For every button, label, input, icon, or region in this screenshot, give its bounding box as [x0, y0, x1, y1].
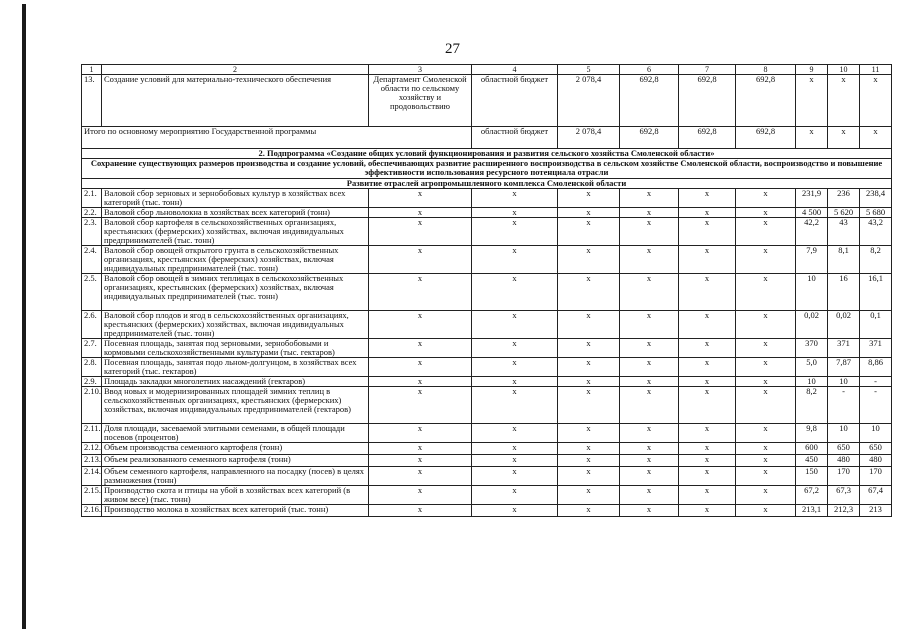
- not-applicable-mark: х: [369, 424, 472, 443]
- value-year-3: 0,1: [860, 311, 892, 339]
- left-margin-bar: [22, 4, 26, 629]
- value-year-1: 42,2: [796, 218, 828, 246]
- not-applicable-mark: х: [736, 486, 796, 505]
- not-applicable-mark: х: [472, 387, 558, 424]
- value-year-3: 8,86: [860, 358, 892, 377]
- row-number: 2.12.: [82, 443, 102, 455]
- row-name: Посевная площадь, занятая под зерновыми, зернобобовыми и кормовыми сельскохозяйственными культурами (тыс. гектаров): [102, 339, 369, 358]
- col-header: 2: [102, 65, 369, 75]
- not-applicable-mark: х: [620, 274, 679, 311]
- row-name: Валовой сбор картофеля в сельскохозяйственных организациях, крестьянских (фермерских) хозяйствах, включая индивидуальных предпринимателей (тыс. тонн): [102, 218, 369, 246]
- goal-title: Сохранение существующих размеров производства и создание условий, обеспечивающих развитие расширенного воспроизводства в сельском хозяйстве Смоленской области, воспроизводство и повышение эффективности использования ресурсного потенциала отрасли: [82, 159, 892, 179]
- page-number: 27: [445, 41, 460, 57]
- value-year-2: 16: [828, 274, 860, 311]
- not-applicable-mark: х: [736, 339, 796, 358]
- funding-source: областной бюджет: [472, 75, 558, 127]
- row-number: 2.2.: [82, 208, 102, 218]
- row-name: Валовой сбор овощей в зимних теплицах в сельскохозяйственных организациях, крестьянских (фермерских) хозяйствах, включая индивидуальных предпринимателей (тыс. тонн): [102, 274, 369, 311]
- not-applicable-mark: х: [558, 208, 620, 218]
- not-applicable-mark: х: [558, 246, 620, 274]
- not-applicable-mark: х: [472, 377, 558, 387]
- value-year-3: 170: [860, 467, 892, 486]
- row-name: Создание условий для материально-технического обеспечения: [102, 75, 369, 127]
- col-header: 11: [860, 65, 892, 75]
- not-applicable-mark: х: [369, 339, 472, 358]
- value-year-1: 4 500: [796, 208, 828, 218]
- value-year-2: 7,87: [828, 358, 860, 377]
- table-row: [82, 486, 892, 505]
- not-applicable-mark: х: [736, 455, 796, 467]
- row-number: 2.5.: [82, 274, 102, 311]
- table-row: [82, 377, 892, 387]
- indicator-table-wrap: [81, 64, 891, 517]
- not-applicable-mark: х: [472, 274, 558, 311]
- col-header: 4: [472, 65, 558, 75]
- value-year-3: 43,2: [860, 218, 892, 246]
- value-year-1: 67,2: [796, 486, 828, 505]
- not-applicable-mark: х: [620, 377, 679, 387]
- not-applicable-mark: х: [369, 218, 472, 246]
- not-applicable-mark: х: [472, 467, 558, 486]
- row-name: Объем семенного картофеля, направленного на посадку (посев) в целях размножения (тонн): [102, 467, 369, 486]
- not-applicable-mark: х: [679, 486, 736, 505]
- value-year-3: 213: [860, 505, 892, 517]
- not-applicable-mark: х: [736, 274, 796, 311]
- total-row: [82, 127, 892, 149]
- row-name: Валовой сбор льноволокна в хозяйствах всех категорий (тонн): [102, 208, 369, 218]
- not-applicable-mark: х: [736, 467, 796, 486]
- value-year-3: 16,1: [860, 274, 892, 311]
- value-year-3: 67,4: [860, 486, 892, 505]
- not-applicable-mark: х: [620, 455, 679, 467]
- not-applicable-mark: х: [472, 424, 558, 443]
- not-applicable-mark: х: [736, 218, 796, 246]
- not-applicable-mark: х: [679, 443, 736, 455]
- not-applicable-mark: х: [369, 246, 472, 274]
- not-applicable-mark: х: [679, 189, 736, 208]
- row-number: 2.8.: [82, 358, 102, 377]
- value-year-2: 10: [828, 377, 860, 387]
- row-name: Площадь закладки многолетних насаждений (гектаров): [102, 377, 369, 387]
- value-year-3: 650: [860, 443, 892, 455]
- not-applicable-mark: х: [558, 358, 620, 377]
- not-applicable-mark: х: [472, 486, 558, 505]
- funding-source: областной бюджет: [472, 127, 558, 149]
- not-applicable-mark: х: [369, 189, 472, 208]
- table-row: [82, 358, 892, 377]
- not-applicable-mark: х: [736, 505, 796, 517]
- not-applicable-mark: х: [472, 208, 558, 218]
- row-name: Объем производства семенного картофеля (тонн): [102, 443, 369, 455]
- not-applicable-mark: х: [620, 443, 679, 455]
- not-applicable-mark: х: [679, 377, 736, 387]
- not-applicable-mark: х: [369, 311, 472, 339]
- not-applicable-mark: х: [558, 339, 620, 358]
- cell-value: х: [860, 75, 892, 127]
- value-year-2: 371: [828, 339, 860, 358]
- table-row: [82, 455, 892, 467]
- row-name: Доля площади, засеваемой элитными семенами, в общей площади посевов (процентов): [102, 424, 369, 443]
- value-year-2: -: [828, 387, 860, 424]
- task-title: Развитие отраслей агропромышленного комплекса Смоленской области: [82, 179, 892, 189]
- value-year-3: -: [860, 377, 892, 387]
- not-applicable-mark: х: [472, 218, 558, 246]
- value-year-1: 0,02: [796, 311, 828, 339]
- row-number: 2.7.: [82, 339, 102, 358]
- not-applicable-mark: х: [679, 387, 736, 424]
- value-year-2: 650: [828, 443, 860, 455]
- not-applicable-mark: х: [620, 218, 679, 246]
- value-year-2: 43: [828, 218, 860, 246]
- not-applicable-mark: х: [620, 486, 679, 505]
- row-number: 13.: [82, 75, 102, 127]
- not-applicable-mark: х: [558, 387, 620, 424]
- value-year-2: 67,3: [828, 486, 860, 505]
- task-row: [82, 179, 892, 189]
- value-year-3: 238,4: [860, 189, 892, 208]
- not-applicable-mark: х: [369, 387, 472, 424]
- value-year-1: 213,1: [796, 505, 828, 517]
- not-applicable-mark: х: [620, 208, 679, 218]
- value-year-1: 600: [796, 443, 828, 455]
- row-number: 2.10.: [82, 387, 102, 424]
- not-applicable-mark: х: [558, 274, 620, 311]
- not-applicable-mark: х: [558, 311, 620, 339]
- cell-value: х: [860, 127, 892, 149]
- responsible-department: Департамент Смоленской области по сельскому хозяйству и продовольствию: [369, 75, 472, 127]
- not-applicable-mark: х: [558, 455, 620, 467]
- value-year-2: 236: [828, 189, 860, 208]
- not-applicable-mark: х: [679, 455, 736, 467]
- table-row: [82, 339, 892, 358]
- value-year-3: -: [860, 387, 892, 424]
- not-applicable-mark: х: [369, 467, 472, 486]
- row-number: 2.1.: [82, 189, 102, 208]
- table-row-13: [82, 75, 892, 127]
- not-applicable-mark: х: [558, 377, 620, 387]
- col-header: 3: [369, 65, 472, 75]
- cell-value: 692,8: [620, 127, 679, 149]
- value-year-2: 170: [828, 467, 860, 486]
- not-applicable-mark: х: [620, 311, 679, 339]
- value-year-3: 371: [860, 339, 892, 358]
- value-year-1: 10: [796, 377, 828, 387]
- not-applicable-mark: х: [558, 505, 620, 517]
- not-applicable-mark: х: [369, 358, 472, 377]
- col-header: 9: [796, 65, 828, 75]
- not-applicable-mark: х: [679, 208, 736, 218]
- not-applicable-mark: х: [472, 443, 558, 455]
- value-year-1: 231,9: [796, 189, 828, 208]
- not-applicable-mark: х: [369, 505, 472, 517]
- not-applicable-mark: х: [736, 189, 796, 208]
- value-year-1: 370: [796, 339, 828, 358]
- row-name: Валовой сбор зерновых и зернобобовых культур в хозяйствах всех категорий (тыс. тонн): [102, 189, 369, 208]
- subprogram-title: 2. Подпрограмма «Создание общих условий функционирования и развития сельского хозяйства Смоленской области»: [82, 149, 892, 159]
- col-header: 7: [679, 65, 736, 75]
- row-name: Валовой сбор овощей открытого грунта в сельскохозяйственных организациях, крестьянских (фермерских) хозяйствах, включая индивидуальных предпринимателей (тыс. тонн): [102, 246, 369, 274]
- not-applicable-mark: х: [369, 208, 472, 218]
- not-applicable-mark: х: [369, 486, 472, 505]
- not-applicable-mark: х: [472, 339, 558, 358]
- not-applicable-mark: х: [472, 455, 558, 467]
- not-applicable-mark: х: [472, 505, 558, 517]
- not-applicable-mark: х: [679, 424, 736, 443]
- not-applicable-mark: х: [369, 443, 472, 455]
- cell-value: х: [796, 75, 828, 127]
- value-year-1: 7,9: [796, 246, 828, 274]
- value-year-2: 480: [828, 455, 860, 467]
- row-number: 2.14.: [82, 467, 102, 486]
- not-applicable-mark: х: [620, 246, 679, 274]
- row-name: Валовой сбор плодов и ягод в сельскохозяйственных организациях, крестьянских (фермерских) хозяйствах, включая индивидуальных предпринимателей (тыс. тонн): [102, 311, 369, 339]
- not-applicable-mark: х: [736, 387, 796, 424]
- value-year-2: 8,1: [828, 246, 860, 274]
- not-applicable-mark: х: [620, 424, 679, 443]
- not-applicable-mark: х: [736, 377, 796, 387]
- row-name: Ввод новых и модернизированных площадей зимних теплиц в сельскохозяйственных организациях, крестьянских (фермерских) хозяйствах, включая индивидуальных предпринимателей (гектаров): [102, 387, 369, 424]
- cell-value: х: [796, 127, 828, 149]
- not-applicable-mark: х: [369, 274, 472, 311]
- cell-value: 692,8: [736, 75, 796, 127]
- row-name: Производство молока в хозяйствах всех категорий (тыс. тонн): [102, 505, 369, 517]
- value-year-3: 8,2: [860, 246, 892, 274]
- not-applicable-mark: х: [679, 246, 736, 274]
- row-number: 2.6.: [82, 311, 102, 339]
- not-applicable-mark: х: [472, 311, 558, 339]
- not-applicable-mark: х: [558, 467, 620, 486]
- table-row: [82, 505, 892, 517]
- value-year-3: 5 680: [860, 208, 892, 218]
- not-applicable-mark: х: [736, 443, 796, 455]
- table-row: [82, 246, 892, 274]
- not-applicable-mark: х: [558, 218, 620, 246]
- cell-value: 2 078,4: [558, 75, 620, 127]
- table-row: [82, 218, 892, 246]
- value-year-2: 5 620: [828, 208, 860, 218]
- row-name: Производство скота и птицы на убой в хозяйствах всех категорий (в живом весе) (тыс. тонн): [102, 486, 369, 505]
- not-applicable-mark: х: [679, 467, 736, 486]
- value-year-2: 10: [828, 424, 860, 443]
- not-applicable-mark: х: [679, 505, 736, 517]
- table-row: [82, 208, 892, 218]
- not-applicable-mark: х: [620, 505, 679, 517]
- cell-value: х: [828, 75, 860, 127]
- indicator-table: [81, 64, 892, 517]
- goal-row: [82, 159, 892, 179]
- not-applicable-mark: х: [736, 424, 796, 443]
- not-applicable-mark: х: [679, 311, 736, 339]
- value-year-1: 8,2: [796, 387, 828, 424]
- not-applicable-mark: х: [558, 424, 620, 443]
- col-header: 8: [736, 65, 796, 75]
- not-applicable-mark: х: [620, 358, 679, 377]
- not-applicable-mark: х: [679, 274, 736, 311]
- not-applicable-mark: х: [736, 246, 796, 274]
- not-applicable-mark: х: [679, 218, 736, 246]
- not-applicable-mark: х: [472, 189, 558, 208]
- cell-value: 692,8: [679, 127, 736, 149]
- row-number: 2.9.: [82, 377, 102, 387]
- row-number: 2.11.: [82, 424, 102, 443]
- not-applicable-mark: х: [558, 486, 620, 505]
- table-row: [82, 387, 892, 424]
- cell-value: 692,8: [736, 127, 796, 149]
- table-row: [82, 443, 892, 455]
- not-applicable-mark: х: [369, 455, 472, 467]
- not-applicable-mark: х: [736, 311, 796, 339]
- value-year-1: 9,8: [796, 424, 828, 443]
- not-applicable-mark: х: [679, 358, 736, 377]
- total-label: Итого по основному мероприятию Государственной программы: [82, 127, 472, 149]
- value-year-3: 480: [860, 455, 892, 467]
- not-applicable-mark: х: [472, 358, 558, 377]
- table-row: [82, 311, 892, 339]
- cell-value: 2 078,4: [558, 127, 620, 149]
- row-number: 2.16.: [82, 505, 102, 517]
- value-year-1: 5,0: [796, 358, 828, 377]
- not-applicable-mark: х: [558, 189, 620, 208]
- row-number: 2.3.: [82, 218, 102, 246]
- row-name: Посевная площадь, занятая подо льном-долгунцом, в хозяйствах всех категорий (тыс. гектаров): [102, 358, 369, 377]
- not-applicable-mark: х: [736, 358, 796, 377]
- not-applicable-mark: х: [472, 246, 558, 274]
- table-row: [82, 424, 892, 443]
- value-year-1: 10: [796, 274, 828, 311]
- row-number: 2.15.: [82, 486, 102, 505]
- value-year-2: 0,02: [828, 311, 860, 339]
- cell-value: 692,8: [679, 75, 736, 127]
- col-header: 10: [828, 65, 860, 75]
- not-applicable-mark: х: [620, 387, 679, 424]
- column-number-row: [82, 65, 892, 75]
- value-year-1: 150: [796, 467, 828, 486]
- table-row: [82, 189, 892, 208]
- not-applicable-mark: х: [369, 377, 472, 387]
- subprogram-row: [82, 149, 892, 159]
- not-applicable-mark: х: [558, 443, 620, 455]
- not-applicable-mark: х: [679, 339, 736, 358]
- col-header: 6: [620, 65, 679, 75]
- cell-value: 692,8: [620, 75, 679, 127]
- cell-value: х: [828, 127, 860, 149]
- not-applicable-mark: х: [736, 208, 796, 218]
- table-row: [82, 274, 892, 311]
- not-applicable-mark: х: [620, 339, 679, 358]
- value-year-1: 450: [796, 455, 828, 467]
- value-year-2: 212,3: [828, 505, 860, 517]
- value-year-3: 10: [860, 424, 892, 443]
- row-number: 2.4.: [82, 246, 102, 274]
- col-header: 1: [82, 65, 102, 75]
- col-header: 5: [558, 65, 620, 75]
- row-number: 2.13.: [82, 455, 102, 467]
- not-applicable-mark: х: [620, 467, 679, 486]
- table-row: [82, 467, 892, 486]
- row-name: Объем реализованного семенного картофеля (тонн): [102, 455, 369, 467]
- not-applicable-mark: х: [620, 189, 679, 208]
